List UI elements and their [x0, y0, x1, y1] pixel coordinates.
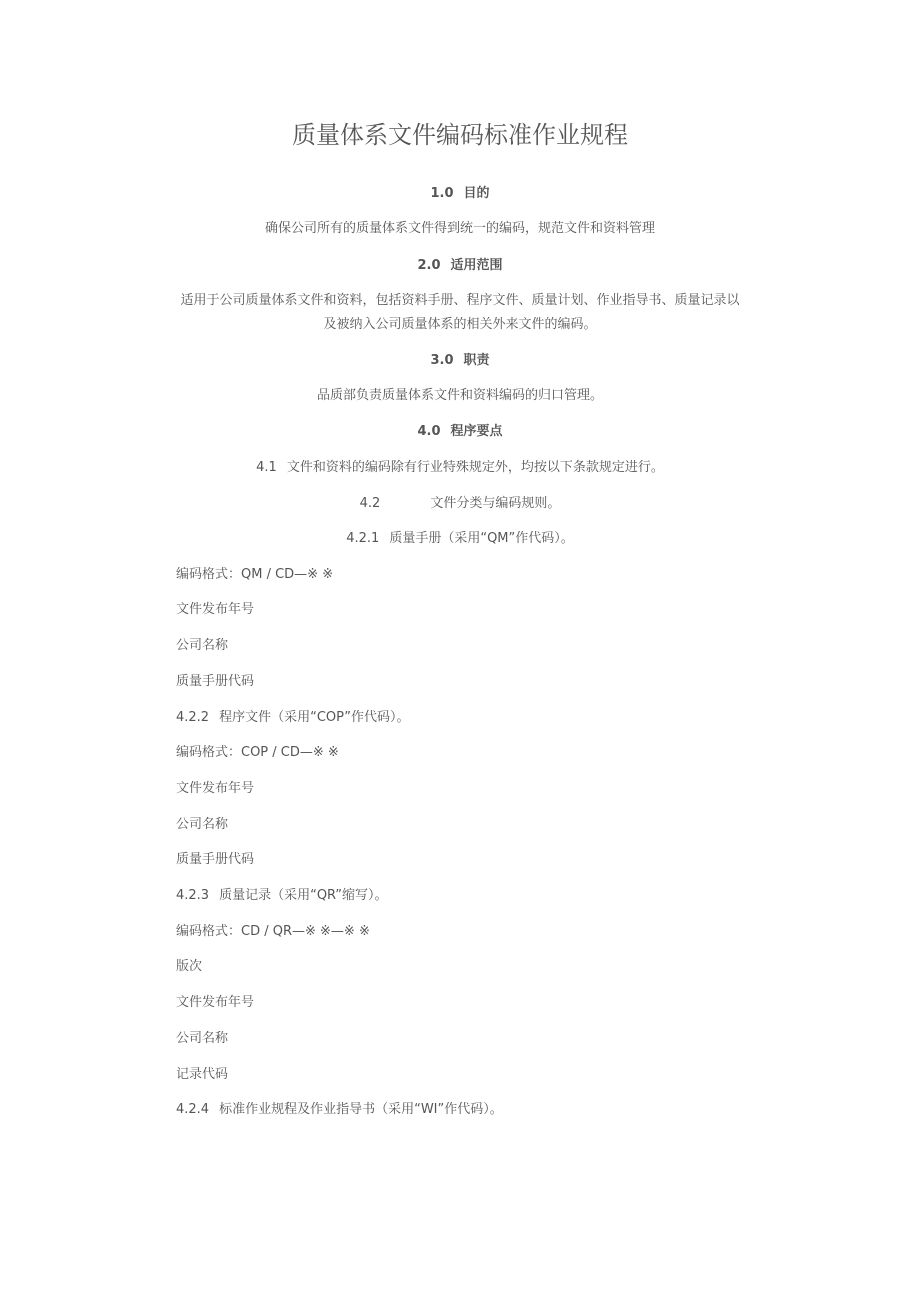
- clause-4-2-2-title: [176, 709, 409, 726]
- clause-text: 标准作业规程及作业指导书（采用“WI”作代码）。: [219, 1102, 503, 1117]
- list-item: 文件发布年号: [176, 602, 255, 617]
- section-title: 程序要点: [450, 424, 503, 439]
- cop-code-format: 编码格式：COP / CD—※ ※: [176, 745, 339, 760]
- clause-4-2-1-title: [0, 530, 920, 547]
- clause-4-1: [0, 459, 920, 476]
- list-item: 公司名称: [176, 1031, 229, 1046]
- clause-text: 质量记录（采用“QR”缩写）。: [219, 888, 388, 903]
- section-heading-responsibility: [0, 352, 920, 369]
- qm-code-format: 编码格式：QM / CD—※ ※: [176, 567, 334, 582]
- section-number: 1.0: [430, 186, 454, 201]
- section-heading-scope: [0, 257, 920, 274]
- list-item: 记录代码: [176, 1067, 229, 1082]
- section-title: 职责: [463, 353, 490, 368]
- responsibility-text: 品质部负责质量体系文件和资料编码的归口管理。: [316, 388, 603, 403]
- clause-text: 质量手册（采用“QM”作代码）。: [389, 531, 574, 546]
- clause-text: 文件和资料的编码除有行业特殊规定外，均按以下条款规定进行。: [286, 460, 664, 475]
- list-item: 质量手册代码: [176, 674, 255, 689]
- clause-text: 文件分类与编码规则。: [430, 496, 561, 511]
- section-number: 3.0: [430, 353, 454, 368]
- document-title: 质量体系文件编码标准作业规程: [292, 121, 628, 149]
- scope-text-line2: 及被纳入公司质量体系的相关外来文件的编码。: [323, 317, 597, 332]
- clause-number: 4.1: [256, 460, 277, 475]
- section-title: 目的: [463, 186, 490, 201]
- section-heading-procedure: [0, 423, 920, 440]
- qr-code-format: 编码格式：CD / QR—※ ※—※ ※: [176, 924, 370, 939]
- list-item: 文件发布年号: [176, 781, 255, 796]
- section-number: 4.0: [417, 424, 441, 439]
- section-title: 适用范围: [450, 258, 503, 273]
- clause-number: 4.2.4: [176, 1102, 210, 1117]
- clause-number: 4.2.1: [346, 531, 380, 546]
- section-heading-purpose: [0, 185, 920, 202]
- list-item: 版次: [176, 959, 203, 974]
- section-number: 2.0: [417, 258, 441, 273]
- purpose-text: 确保公司所有的质量体系文件得到统一的编码，规范文件和资料管理: [264, 221, 655, 236]
- list-item: 公司名称: [176, 638, 229, 653]
- clause-number: 4.2.2: [176, 710, 210, 725]
- clause-number: 4.2.3: [176, 888, 210, 903]
- scope-text-line1: 适用于公司质量体系文件和资料，包括资料手册、程序文件、质量计划、作业指导书、质量记录以: [180, 293, 740, 308]
- clause-4-2-3-title: [176, 887, 387, 904]
- clause-text: 程序文件（采用“COP”作代码）。: [219, 710, 410, 725]
- clause-4-2: [0, 495, 920, 512]
- list-item: 质量手册代码: [176, 852, 255, 867]
- list-item: 公司名称: [176, 817, 229, 832]
- clause-number: 4.2: [359, 496, 381, 511]
- clause-4-2-4-title: [176, 1101, 503, 1118]
- list-item: 文件发布年号: [176, 995, 255, 1010]
